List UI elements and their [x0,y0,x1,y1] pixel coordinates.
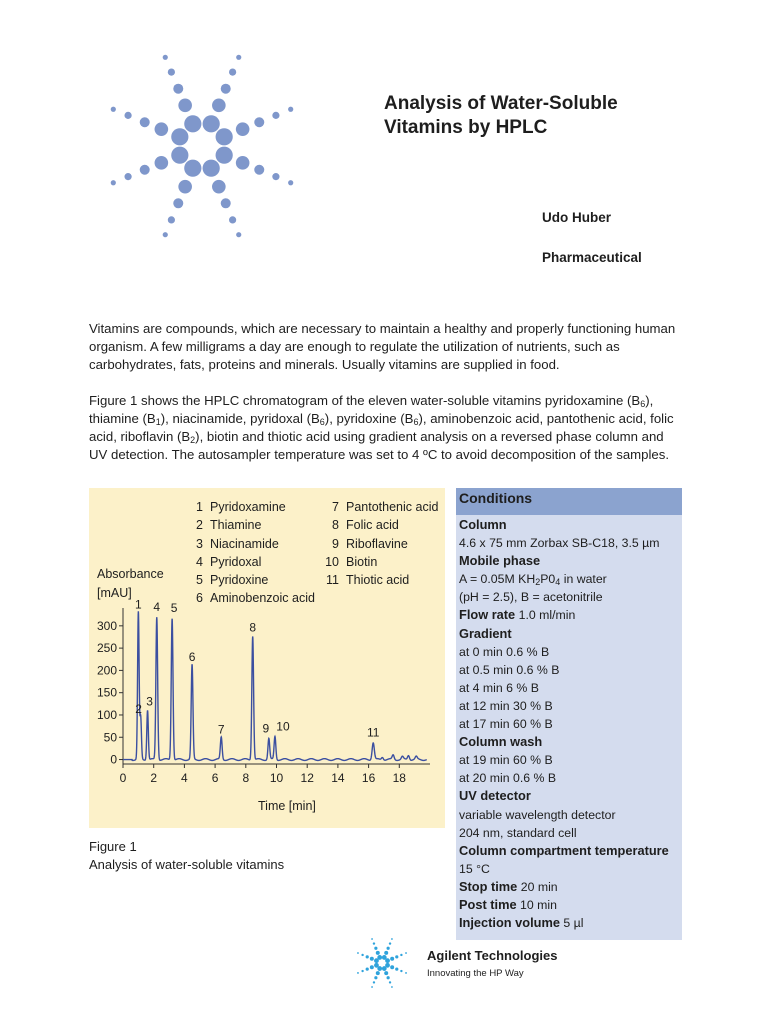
x-tick-label: 16 [361,771,376,785]
chromatogram-trace [123,611,427,760]
legend-item: 6 Aminobenzoic acid [196,591,315,606]
x-tick-label: 14 [331,771,345,785]
company-name: Agilent Technologies [427,948,558,963]
mobile-phase-label: Mobile phase [459,553,541,569]
x-tick-label: 2 [150,771,158,785]
logo-dot [221,84,231,94]
author-name: Udo Huber [542,210,611,225]
logo-dot [173,198,183,208]
y-axis-label: Absorbance [mAU] [97,567,164,600]
x-tick-label: 12 [300,771,314,785]
stop-time: Stop time 20 min [459,878,558,894]
logo-dot [405,952,407,954]
logo-dot [288,180,293,185]
logo-dot [236,156,250,170]
figure-caption: Figure 1 Analysis of water-soluble vitamins [89,839,285,872]
logo-dot [389,981,391,983]
wash-step: at 19 min 60 % B [459,753,553,768]
peak-label: 10 [276,719,290,734]
gradient-step: at 12 min 30 % B [459,698,553,713]
legend-item: 8 Folic acid [332,518,399,533]
logo-dot [395,968,398,971]
legend-item: 2 Thiamine [196,518,262,533]
agilent-spark-logo-icon [100,40,304,250]
logo-dot [140,117,150,127]
logo-dot [371,986,373,988]
y-tick-label: 300 [96,618,117,633]
logo-dot [374,963,379,968]
logo-dot [184,115,201,132]
logo-dot [390,957,394,961]
logo-dot [374,976,377,979]
logo-dot [221,198,231,208]
column-wash-label: Column wash [459,734,543,750]
logo-dot [111,107,116,112]
peak-label: 3 [146,694,153,709]
logo-dot [288,107,293,112]
uv-detector-line: variable wavelength detector [459,807,616,822]
logo-dot [272,173,279,180]
column-value: 4.6 x 75 mm Zorbax SB-C18, 3.5 µm [459,536,660,551]
peak-label: 6 [188,650,196,665]
logo-dot [272,112,279,119]
logo-dot [400,954,402,956]
peak-label: 1 [135,597,142,612]
logo-dot [377,955,382,960]
conditions-panel [456,488,682,940]
logo-dot [236,232,241,237]
logo-dot [236,55,241,60]
peak-legend-right [323,498,438,589]
logo-dot [254,165,264,175]
y-tick-label: 200 [96,663,117,678]
legend-item: 9 Riboflavine [332,536,408,551]
legend-item: 10 Biotin [325,554,378,569]
post-time: Post time 10 min [459,896,557,912]
logo-dot [370,957,374,961]
wash-step: at 20 min 0.6 % B [459,771,557,786]
logo-dot [178,99,192,113]
logo-dot [229,68,236,75]
logo-dot [178,180,192,194]
x-axis-label: Time [min] [258,799,316,813]
gradient-label: Gradient [459,625,512,641]
logo-dot [168,216,175,223]
logo-dot [236,122,250,136]
logo-dot [384,971,388,975]
column-label: Column [459,517,507,532]
injection-volume: Injection volume 5 µl [459,915,584,931]
gradient-step: at 4 min 6 % B [459,680,539,695]
logo-dot [391,938,393,940]
peak-label: 5 [170,600,178,615]
mobile-phase-a: A = 0.05M $KH_2P0_4$ in water [459,572,607,588]
logo-dot [373,942,375,944]
flow-rate: Flow rate 1.0 ml/min [459,607,576,623]
agilent-small-logo-icon [352,935,412,991]
logo-dot [168,68,175,75]
category-label: Pharmaceutical [542,250,642,265]
conditions-list [459,516,681,932]
x-tick-label: 4 [181,771,188,785]
temperature-value: 15 °C [459,861,490,876]
logo-dot [163,232,168,237]
logo-dot [254,117,264,127]
logo-dot [390,965,394,969]
x-tick-label: 10 [269,771,284,785]
logo-dot [140,165,150,175]
legend-item: 4 Pyridoxal [196,554,262,569]
logo-dot [163,55,168,60]
legend-item: 7 Pantothenic acid [332,500,439,514]
peak-label: 7 [217,722,225,737]
logo-dot [155,156,169,170]
logo-dot [373,981,375,983]
logo-dot [382,966,387,971]
company-tagline: Innovating the HP Way [427,968,524,979]
peak-label: 4 [153,599,161,614]
logo-dot [376,951,380,955]
logo-dot [405,972,407,974]
logo-dot [361,954,363,956]
logo-dot [171,128,188,145]
logo-dot [387,976,390,979]
chromatogram-figure [89,488,445,828]
logo-dot [111,180,116,185]
logo-dot [400,970,402,972]
legend-item: 11 Thiotic acid [326,573,410,588]
y-tick-label: 150 [96,685,117,700]
peak-label: 9 [262,721,270,736]
logo-dot [212,99,226,113]
mobile-phase-b: (pH = 2.5), B = acetonitrile [459,590,603,605]
logo-dot [203,160,220,177]
logo-dot [395,955,398,958]
logo-dot [357,952,359,954]
peak-label: 11 [366,725,380,740]
peak-legend-left [189,498,315,608]
logo-dot [366,968,369,971]
conditions-title: Conditions [456,488,682,515]
logo-dot [376,971,380,975]
logo-dot [387,947,390,950]
y-tick-label: 100 [96,707,117,722]
legend-item: 3 Niacinamide [196,536,279,551]
temperature-label: Column compartment temperature [459,842,669,858]
gradient-step: at 0 min 0.6 % B [459,644,550,659]
uv-detector-line: 204 nm, standard cell [459,825,577,840]
logo-dot [370,965,374,969]
logo-dot [357,972,359,974]
logo-dot [212,180,226,194]
logo-dot [124,112,131,119]
logo-dot [389,942,391,944]
figure-description-paragraph: Figure 1 shows the HPLC chromatogram of the eleven water-soluble vitamins pyridoxamine $(B_6)$, thiamine $(B_1)$, niacinamide, pyridoxal $(B_6)$, pyridoxine $(B_6)$, aminobenzoic acid, pantothenic acid, folic acid, riboflavin $(B_2)$, biotin and thiotic acid using gradient analysis on a reversed phase column and UV detection. The autosampler temperature was set to 4 ºC to avoid decomposition of the samples. [89,393,674,462]
logo-dot [171,147,188,164]
logo-dot [374,947,377,950]
gradient-step: at 17 min 60 % B [459,717,553,732]
logo-dot [361,970,363,972]
logo-dot [391,986,393,988]
x-tick-label: 8 [242,771,250,785]
logo-dot [229,216,236,223]
page-title: Analysis of Water-Soluble Vitamins by HPLC [384,93,618,138]
logo-dot [173,84,183,94]
chart-axes [123,608,430,764]
logo-dot [385,958,390,963]
x-tick-label: 18 [392,771,406,785]
logo-dot [203,115,220,132]
peak-label: 8 [249,620,257,635]
peak-label: 2 [135,702,142,717]
legend-item: 5 Pyridoxine [196,573,269,588]
logo-dot [216,128,233,145]
logo-dot [366,955,369,958]
logo-dot [124,173,131,180]
x-tick-label: 0 [119,771,127,785]
y-tick-label: 50 [103,730,117,745]
logo-dot [371,938,373,940]
y-tick-label: 0 [110,752,117,767]
uv-detector-label: UV detector [459,788,531,804]
logo-dot [384,951,388,955]
intro-paragraph: Vitamins are compounds, which are necessary to maintain a healthy and properly functioning human organism. A few milligrams a day are enough to regulate the utilization of nutrients, such as carbohydrates, fats, proteins and minerals. Usually vitamins are supplied in food. [89,321,676,372]
logo-dot [184,160,201,177]
y-tick-label: 250 [96,641,117,656]
logo-dot [216,147,233,164]
legend-item: 1 Pyridoxamine [196,500,286,514]
gradient-step: at 0.5 min 0.6 % B [459,662,560,677]
x-tick-label: 6 [211,771,219,785]
logo-dot [155,122,169,136]
